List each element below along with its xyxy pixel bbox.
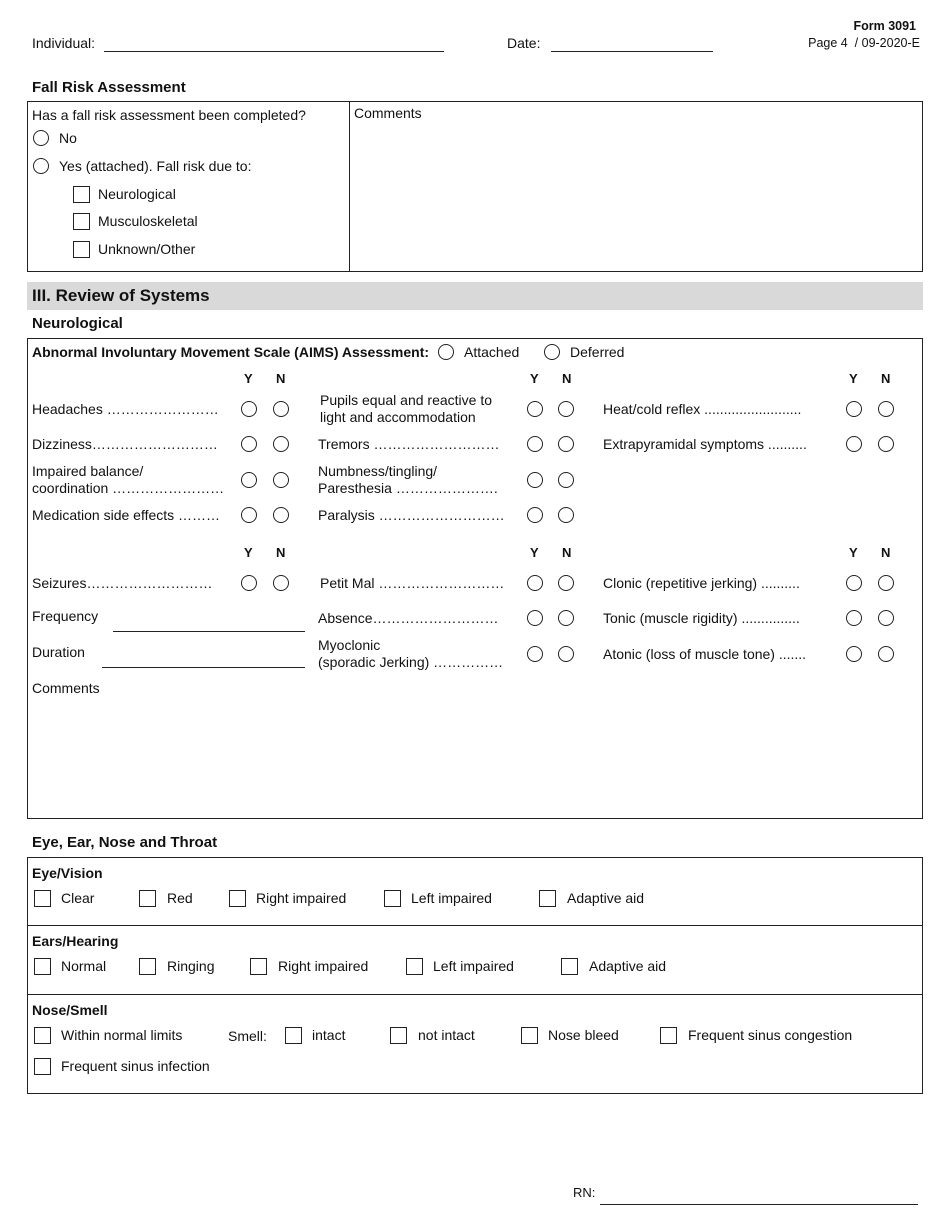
review-title: III. Review of Systems	[32, 286, 210, 305]
clonic-label: Clonic (repetitive jerking) ..........	[603, 575, 800, 591]
sinus-congestion-checkbox[interactable]	[660, 1027, 677, 1044]
fall-risk-divider	[349, 101, 350, 272]
date-label: Date:	[507, 35, 541, 51]
myoclonic-label-line2: (sporadic Jerking) ……………	[318, 654, 504, 670]
fall-risk-yes-label: Yes (attached). Fall risk due to:	[59, 158, 252, 174]
n-header: N	[276, 545, 286, 560]
smell-intact-checkbox[interactable]	[285, 1027, 302, 1044]
dizziness-label: Dizziness………………………	[32, 436, 218, 452]
ear-left-impaired-label: Left impaired	[433, 958, 514, 974]
seizures-y-radio[interactable]	[241, 575, 257, 591]
individual-label: Individual:	[32, 35, 96, 51]
page-info: Page 4 / 09-2020-E	[808, 36, 920, 50]
eye-left-impaired-checkbox[interactable]	[384, 890, 401, 907]
n-header: N	[881, 545, 891, 560]
pupils-y-radio[interactable]	[527, 401, 543, 417]
nose-wnl-checkbox[interactable]	[34, 1027, 51, 1044]
eent-title: Eye, Ear, Nose and Throat	[32, 834, 218, 851]
tremors-label: Tremors ………………………	[318, 436, 500, 452]
heat-cold-reflex-label: Heat/cold reflex .........................	[603, 401, 802, 417]
tonic-n-radio[interactable]	[878, 610, 894, 626]
myoclonic-y-radio[interactable]	[527, 646, 543, 662]
petit-mal-label: Petit Mal ………………………	[320, 575, 505, 591]
sinus-congestion-label: Frequent sinus congestion	[688, 1027, 853, 1043]
clonic-y-radio[interactable]	[846, 575, 862, 591]
petit-mal-n-radio[interactable]	[558, 575, 574, 591]
y-header: Y	[530, 545, 539, 560]
paralysis-label: Paralysis ………………………	[318, 507, 505, 523]
medication-side-effects-y-radio[interactable]	[241, 507, 257, 523]
fall-risk-musculoskeletal-label: Musculoskeletal	[98, 213, 198, 229]
tonic-label: Tonic (muscle rigidity) ...............	[603, 610, 800, 626]
headaches-n-radio[interactable]	[273, 401, 289, 417]
fall-risk-neurological-checkbox[interactable]	[73, 186, 90, 203]
individual-field[interactable]	[104, 51, 444, 52]
impaired-balance-label-line2: coordination ……………………	[32, 480, 225, 496]
tonic-y-radio[interactable]	[846, 610, 862, 626]
y-header: Y	[849, 371, 858, 386]
ear-ringing-label: Ringing	[167, 958, 215, 974]
atonic-n-radio[interactable]	[878, 646, 894, 662]
fall-risk-comments-label: Comments	[354, 105, 422, 121]
tremors-y-radio[interactable]	[527, 436, 543, 452]
sinus-infection-checkbox[interactable]	[34, 1058, 51, 1075]
ear-adaptive-aid-label: Adaptive aid	[589, 958, 667, 974]
extrapyramidal-y-radio[interactable]	[846, 436, 862, 452]
ear-normal-checkbox[interactable]	[34, 958, 51, 975]
numbness-label	[318, 463, 498, 497]
numbness-label-line2: Paresthesia ………………….	[318, 480, 498, 496]
rn-signature-field[interactable]	[600, 1204, 918, 1205]
neuro-comments-label: Comments	[32, 680, 100, 696]
sinus-infection-label: Frequent sinus infection	[61, 1058, 210, 1074]
duration-field[interactable]	[102, 667, 305, 668]
fall-risk-yes-radio[interactable]	[33, 158, 49, 174]
tremors-n-radio[interactable]	[558, 436, 574, 452]
seizures-label: Seizures………………………	[32, 575, 213, 591]
eye-clear-label: Clear	[61, 890, 95, 906]
fall-risk-question: Has a fall risk assessment been completed?	[32, 107, 306, 123]
ear-adaptive-aid-checkbox[interactable]	[561, 958, 578, 975]
pupils-label-line2: light and accommodation	[320, 409, 476, 425]
frequency-label: Frequency	[32, 608, 99, 624]
fall-risk-musculoskeletal-checkbox[interactable]	[73, 213, 90, 230]
y-header: Y	[849, 545, 858, 560]
y-header: Y	[244, 545, 253, 560]
neuro-comments-field[interactable]	[29, 698, 919, 816]
paralysis-y-radio[interactable]	[527, 507, 543, 523]
absence-label: Absence………………………	[318, 610, 499, 626]
eye-clear-checkbox[interactable]	[34, 890, 51, 907]
eent-divider	[28, 994, 922, 995]
atonic-y-radio[interactable]	[846, 646, 862, 662]
smell-not-intact-label: not intact	[418, 1027, 475, 1043]
eye-red-label: Red	[167, 890, 193, 906]
smell-not-intact-checkbox[interactable]	[390, 1027, 407, 1044]
eye-left-impaired-label: Left impaired	[411, 890, 492, 906]
myoclonic-label-line1: Myoclonic	[318, 637, 381, 653]
aims-label: Abnormal Involuntary Movement Scale (AIMS) Assessment:	[32, 344, 430, 360]
nose-smell-title: Nose/Smell	[32, 1002, 108, 1018]
extrapyramidal-n-radio[interactable]	[878, 436, 894, 452]
frequency-field[interactable]	[113, 631, 305, 632]
nose-wnl-label: Within normal limits	[61, 1027, 183, 1043]
dizziness-n-radio[interactable]	[273, 436, 289, 452]
fall-risk-comments-field[interactable]	[351, 122, 919, 268]
duration-label: Duration	[32, 644, 85, 660]
heat-cold-reflex-n-radio[interactable]	[878, 401, 894, 417]
eye-adaptive-aid-checkbox[interactable]	[539, 890, 556, 907]
pupils-n-radio[interactable]	[558, 401, 574, 417]
n-header: N	[881, 371, 891, 386]
fall-risk-unknown-label: Unknown/Other	[98, 241, 196, 257]
neurological-title: Neurological	[32, 315, 123, 332]
fall-risk-title: Fall Risk Assessment	[32, 79, 186, 96]
petit-mal-y-radio[interactable]	[527, 575, 543, 591]
medication-side-effects-n-radio[interactable]	[273, 507, 289, 523]
aims-deferred-radio[interactable]	[544, 344, 560, 360]
n-header: N	[276, 371, 286, 386]
aims-attached-label: Attached	[464, 344, 520, 360]
smell-intact-label: intact	[312, 1027, 346, 1043]
absence-y-radio[interactable]	[527, 610, 543, 626]
impaired-balance-y-radio[interactable]	[241, 472, 257, 488]
aims-attached-radio[interactable]	[438, 344, 454, 360]
dizziness-y-radio[interactable]	[241, 436, 257, 452]
numbness-n-radio[interactable]	[558, 472, 574, 488]
impaired-balance-label	[32, 463, 224, 497]
heat-cold-reflex-y-radio[interactable]	[846, 401, 862, 417]
y-header: Y	[244, 371, 253, 386]
medication-side-effects-label: Medication side effects ………	[32, 507, 221, 523]
ear-left-impaired-checkbox[interactable]	[406, 958, 423, 975]
numbness-y-radio[interactable]	[527, 472, 543, 488]
form-number: Form 3091	[853, 19, 916, 33]
fall-risk-neurological-label: Neurological	[98, 186, 176, 202]
impaired-balance-n-radio[interactable]	[273, 472, 289, 488]
ear-ringing-checkbox[interactable]	[139, 958, 156, 975]
numbness-label-line1: Numbness/tingling/	[318, 463, 438, 479]
impaired-balance-label-line1: Impaired balance/	[32, 463, 144, 479]
n-header: N	[562, 371, 572, 386]
myoclonic-n-radio[interactable]	[558, 646, 574, 662]
n-header: N	[562, 545, 572, 560]
atonic-label: Atonic (loss of muscle tone) .......	[603, 646, 807, 662]
fall-risk-unknown-checkbox[interactable]	[73, 241, 90, 258]
extrapyramidal-label: Extrapyramidal symptoms ..........	[603, 436, 807, 452]
eye-right-impaired-checkbox[interactable]	[229, 890, 246, 907]
pupils-label	[320, 392, 492, 426]
eye-vision-title: Eye/Vision	[32, 865, 103, 881]
headaches-label: Headaches ……………………	[32, 401, 219, 417]
ear-right-impaired-label: Right impaired	[278, 958, 369, 974]
y-header: Y	[530, 371, 539, 386]
ears-hearing-title: Ears/Hearing	[32, 933, 119, 949]
headaches-y-radio[interactable]	[241, 401, 257, 417]
pupils-label-line1: Pupils equal and reactive to	[320, 392, 492, 408]
seizures-n-radio[interactable]	[273, 575, 289, 591]
myoclonic-label	[318, 637, 503, 671]
aims-deferred-label: Deferred	[570, 344, 625, 360]
absence-n-radio[interactable]	[558, 610, 574, 626]
eye-right-impaired-label: Right impaired	[256, 890, 347, 906]
eent-divider	[28, 925, 922, 926]
date-field[interactable]	[551, 51, 713, 52]
rn-label: RN:	[573, 1185, 596, 1200]
eye-adaptive-aid-label: Adaptive aid	[567, 890, 645, 906]
paralysis-n-radio[interactable]	[558, 507, 574, 523]
nose-bleed-label: Nose bleed	[548, 1027, 619, 1043]
ear-normal-label: Normal	[61, 958, 107, 974]
fall-risk-no-label: No	[59, 130, 77, 146]
nose-bleed-checkbox[interactable]	[521, 1027, 538, 1044]
clonic-n-radio[interactable]	[878, 575, 894, 591]
eye-red-checkbox[interactable]	[139, 890, 156, 907]
fall-risk-no-radio[interactable]	[33, 130, 49, 146]
smell-label: Smell:	[228, 1028, 267, 1044]
ear-right-impaired-checkbox[interactable]	[250, 958, 267, 975]
